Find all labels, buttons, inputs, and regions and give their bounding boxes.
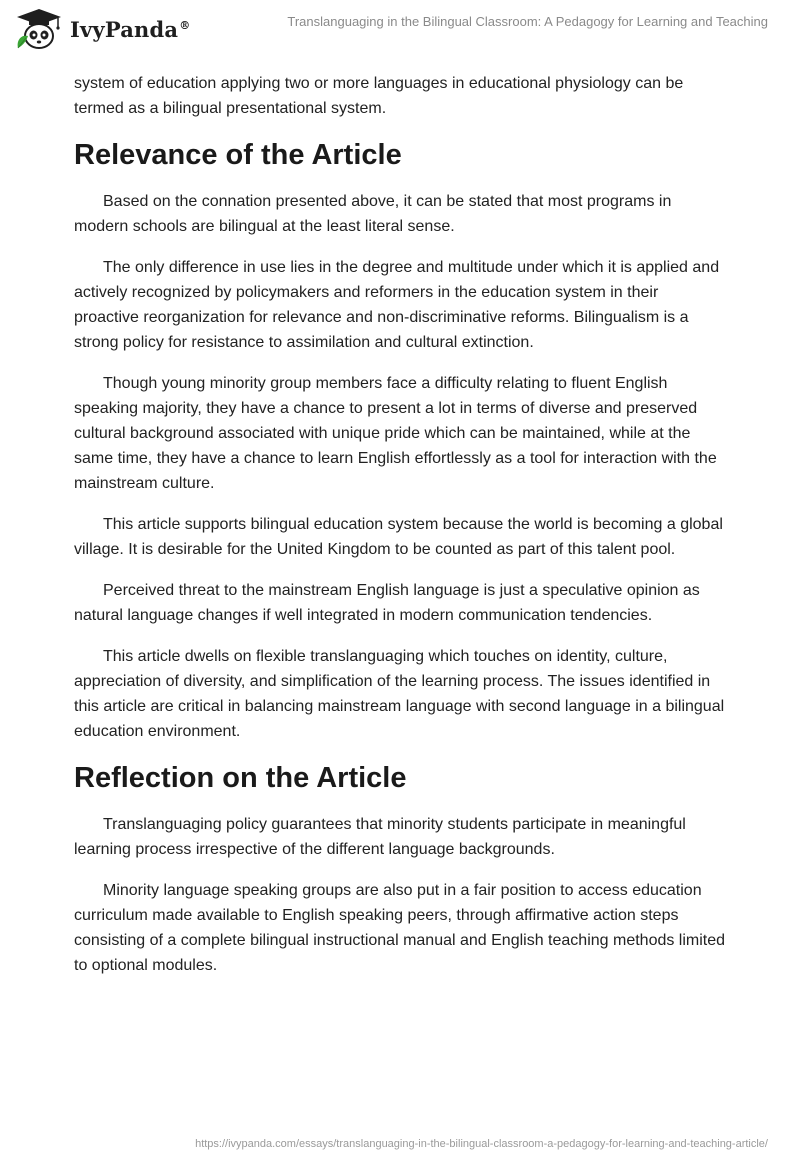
paragraph: Though young minority group members face a difficulty relating to fluent English speaking majority, they have a chance to present a lot in terms of diverse and preserved cultural background associated with unique pride which can be maintained, while at the same time, they have a chance to learn English effortlessly as a tool for interaction with the mainstream culture.	[74, 375, 717, 492]
intro-paragraph: system of education applying two or more languages in educational physiology can be termed as a bilingual presentational system.	[74, 75, 684, 117]
paragraph: Perceived threat to the mainstream English language is just a speculative opinion as natural language changes if well integrated in modern communication tendencies.	[74, 582, 700, 624]
paragraph: Translanguaging policy guarantees that minority students participate in meaningful learning process irrespective of the different language backgrounds.	[74, 816, 686, 858]
paragraph: This article supports bilingual education system because the world is becoming a global village. It is desirable for the United Kingdom to be counted as part of this talent pool.	[74, 516, 723, 558]
paragraph: This article dwells on flexible translanguaging which touches on identity, culture, appreciation of diversity, and simplification of the learning process. The issues identified in this article are critical in balancing mainstream language with second language in a bilingual education environment.	[74, 648, 725, 740]
logo-wordmark: IvyPanda®	[70, 16, 191, 42]
source-url-link[interactable]: https://ivypanda.com/essays/translanguaging-in-the-bilingual-classroom-a-pedagogy-for-learning-and-teaching-article/	[195, 1138, 768, 1150]
panda-mascot-icon	[14, 8, 64, 50]
article-body	[74, 71, 726, 994]
paragraph: Based on the connation presented above, it can be stated that most programs in modern schools are bilingual at the least literal sense.	[74, 193, 672, 235]
document-title: Translanguaging in the Bilingual Classroom: A Pedagogy for Learning and Teaching	[287, 14, 768, 29]
page-header	[0, 0, 800, 60]
section-heading-relevance: Relevance of the Article	[74, 139, 402, 171]
paragraph: The only difference in use lies in the degree and multitude under which it is applied and actively recognized by policymakers and reformers in the education system in their proactive reorganization for relevance and non-discriminative reforms. Bilingualism is a strong policy for resistance to assimilation and cultural extinction.	[74, 259, 720, 351]
section-heading-reflection: Reflection on the Article	[74, 762, 407, 794]
paragraph: Minority language speaking groups are also put in a fair position to access education curriculum made available to English speaking peers, through affirmative action steps consisting of a complete bilingual instructional manual and English teaching methods limited to optional modules.	[74, 882, 726, 974]
ivypanda-logo[interactable]	[14, 8, 190, 50]
